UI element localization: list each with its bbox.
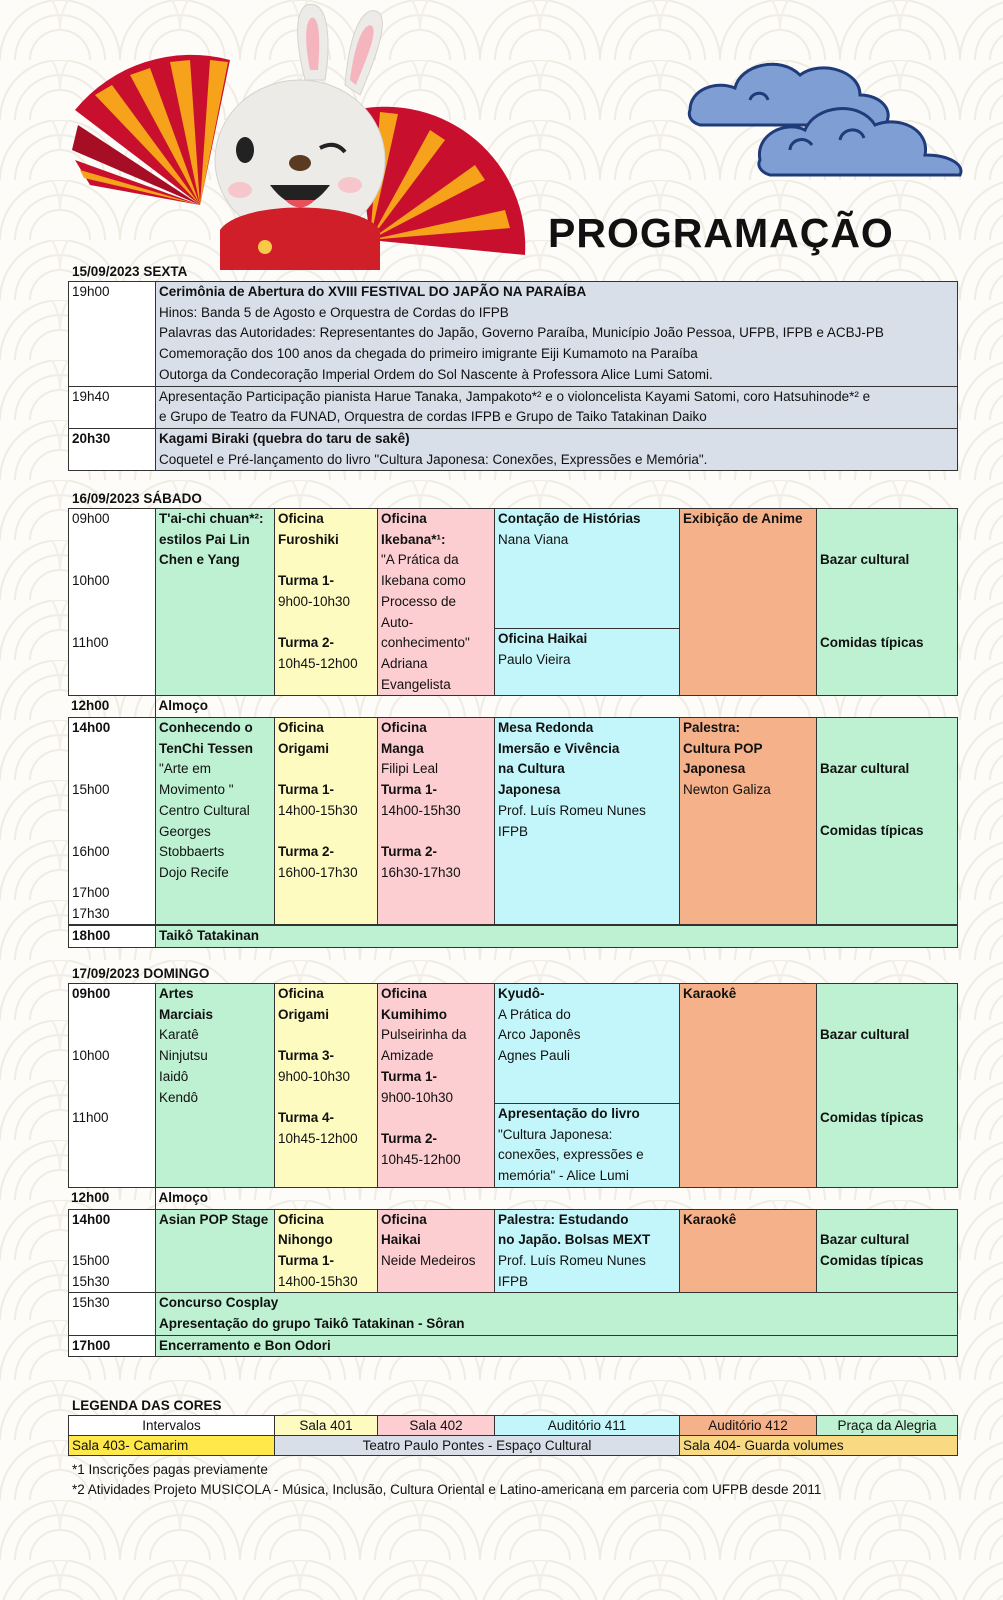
day2-afternoon-table <box>68 717 958 925</box>
legend-sala-402: Sala 402 <box>378 1416 495 1436</box>
artes-marciais-cell: Artes Marciais Karatê Ninjutsu Iaidô Kendô <box>156 984 275 1188</box>
palestra-pop-cell: Palestra: Cultura POP Japonesa Newton Galiza <box>680 718 817 925</box>
haikai-cell: Oficina Haikai Neide Medeiros <box>378 1209 495 1293</box>
table-row <box>69 1436 958 1456</box>
day2-morning-table <box>68 508 958 696</box>
time-cell: 09h00 10h00 11h00 <box>69 984 156 1188</box>
taiko-cell: Taikô Tatakinan <box>156 926 958 948</box>
legend-title: LEGENDA DAS CORES <box>72 1398 222 1413</box>
day2-heading: 16/09/2023 SÁBADO <box>72 491 202 506</box>
lunch-cell: Almoço <box>155 1188 958 1209</box>
kagami-biraki-cell: Kagami Biraki (quebra do taru de sakê) Coquetel e Pré-lançamento do livro "Cultura Japonesa: Conexões, Expressões e Memória". <box>156 428 958 470</box>
day3-lunch-table <box>68 1188 958 1209</box>
contacao-cell: Contação de Histórias Nana Viana <box>495 509 680 629</box>
table-row <box>69 282 958 387</box>
day2-section <box>68 490 958 948</box>
footnote-2: *2 Atividades Projeto MUSICOLA - Música, Inclusão, Cultura Oriental e Latino-americana em parceria com UFPB desde 2011 <box>72 1482 822 1497</box>
table-row <box>69 509 958 629</box>
day1-section <box>68 263 958 471</box>
bazar-cell: Bazar cultural Comidas típicas <box>817 509 958 696</box>
furoshiki-cell: Oficina Furoshiki Turma 1- 9h00-10h30 Turma 2- 10h45-12h00 <box>275 509 378 696</box>
opening-ceremony-cell: Cerimônia de Abertura do XVIII FESTIVAL DO JAPÃO NA PARAÍBA Hinos: Banda 5 de Agosto e Orquestra de Cordas do IFPB Palavras das Autoridades: Representantes do Japão, Governo Paraíba, Município João Pessoa, UFPB, IFPB e ACBJ-PB Comemoração dos 100 anos da chegada do primeiro imigrante Eiji Kumamoto na Paraíba Outorga da Condecoração Imperial Ordem do Sol Nascente à Professora Alice Lumi Satomi. <box>156 282 958 387</box>
livro-cell: Apresentação do livro "Cultura Japonesa: conexões, expressões e memória" - Alice Lumi <box>495 1104 680 1188</box>
table-row <box>69 1209 958 1293</box>
lunch-cell: Almoço <box>155 696 958 717</box>
anime-cell: Exibição de Anime <box>680 509 817 696</box>
haikai-cell: Oficina Haikai Paulo Vieira <box>495 629 680 696</box>
day1-heading: 15/09/2023 SEXTA <box>72 264 188 279</box>
legend-teatro: Teatro Paulo Pontes - Espaço Cultural <box>275 1436 680 1456</box>
origami-cell: Oficina Origami Turma 3- 9h00-10h30 Turma 4- 10h45-12h00 <box>275 984 378 1188</box>
table-row <box>69 428 958 470</box>
table-row <box>69 926 958 948</box>
legend-praca-alegria: Praça da Alegria <box>817 1416 958 1436</box>
day3-heading: 17/09/2023 DOMINGO <box>72 966 210 981</box>
left-fan-icon <box>72 55 230 205</box>
bon-odori-cell: Encerramento e Bon Odori <box>156 1335 958 1357</box>
table-row <box>68 1188 958 1209</box>
time-cell: 15h30 <box>69 1293 156 1335</box>
legend-auditorio-412: Auditório 412 <box>680 1416 817 1436</box>
asian-pop-cell: Asian POP Stage <box>156 1209 275 1293</box>
time-cell: 19h00 <box>69 282 156 387</box>
time-cell: 12h00 <box>71 1189 110 1205</box>
time-cell: 18h00 <box>69 926 156 948</box>
cosplay-cell: Concurso Cosplay Apresentação do grupo Taikô Tatakinan - Sôran <box>156 1293 958 1335</box>
color-legend <box>68 1415 958 1456</box>
table-row <box>69 1293 958 1335</box>
time-cell: 17h00 <box>69 1335 156 1357</box>
time-cell: 09h00 10h00 11h00 <box>69 509 156 696</box>
rabbit-mascot-icon <box>215 4 385 270</box>
time-cell: 19h40 <box>69 386 156 428</box>
origami-cell: Oficina Origami Turma 1- 14h00-15h30 Turma 2- 16h00-17h30 <box>275 718 378 925</box>
table-row <box>69 1335 958 1357</box>
table-row <box>69 386 958 428</box>
tenchi-cell: Conhecendo o TenChi Tessen "Arte em Movimento " Centro Cultural Georges Stobbaerts Dojo Recife <box>156 718 275 925</box>
table-row <box>69 1416 958 1436</box>
kyudo-cell: Kyudô- A Prática do Arco Japonês Agnes Pauli <box>495 984 680 1104</box>
time-cell: 20h30 <box>69 428 156 470</box>
time-cell: 14h00 15h00 16h00 17h00 17h30 <box>69 718 156 925</box>
page-title: PROGRAMAÇÃO <box>548 210 894 256</box>
manga-cell: Oficina Manga Filipi Leal Turma 1- 14h00-15h30 Turma 2- 16h30-17h30 <box>378 718 495 925</box>
day2-closing-table <box>68 925 958 948</box>
day3-afternoon-table <box>68 1209 958 1358</box>
legend-auditorio-411: Auditório 411 <box>495 1416 680 1436</box>
karaoke-cell: Karaokê <box>680 1209 817 1293</box>
footnotes <box>72 1460 821 1500</box>
karaoke-cell: Karaokê <box>680 984 817 1188</box>
ikebana-cell: Oficina Ikebana*¹: "A Prática da Ikebana como Processo de Auto- conhecimento" Adriana Evangelista <box>378 509 495 696</box>
taichi-cell: T'ai-chi chuan*²: estilos Pai Lin Chen e Yang <box>156 509 275 696</box>
legend-sala-404: Sala 404- Guarda volumes <box>680 1436 958 1456</box>
kumihimo-cell: Oficina Kumihimo Pulseirinha da Amizade Turma 1- 9h00-10h30 Turma 2- 10h45-12h00 <box>378 984 495 1188</box>
cloud-icon <box>689 64 961 175</box>
nihongo-cell: Oficina Nihongo Turma 1- 14h00-15h30 <box>275 1209 378 1293</box>
bazar-cell: Bazar cultural Comidas típicas <box>817 718 958 925</box>
mesa-redonda-cell: Mesa Redonda Imersão e Vivência na Cultura Japonesa Prof. Luís Romeu Nunes IFPB <box>495 718 680 925</box>
legend-sala-403: Sala 403- Camarim <box>69 1436 275 1456</box>
day1-table <box>68 281 958 471</box>
table-row <box>69 718 958 925</box>
presentation-cell: Apresentação Participação pianista Harue Tanaka, Jampakoto*² e o violoncelista Kayami Satomi, coro Hatsuhinode*² e e Grupo de Teatro da FUNAD, Orquestra de cordas IFPB e Grupo de Taiko Tatakinan Daiko <box>156 386 958 428</box>
day3-morning-table <box>68 983 958 1188</box>
table-row <box>68 696 958 717</box>
day2-lunch-table <box>68 696 958 717</box>
footnote-1: *1 Inscrições pagas previamente <box>72 1462 268 1477</box>
time-cell: 12h00 <box>71 698 110 714</box>
palestra-mext-cell: Palestra: Estudando no Japão. Bolsas MEXT Prof. Luís Romeu Nunes IFPB <box>495 1209 680 1293</box>
time-cell: 14h00 15h00 15h30 <box>69 1209 156 1293</box>
bazar-cell: Bazar cultural Comidas típicas <box>817 1209 958 1293</box>
day3-section <box>68 965 958 1357</box>
legend-intervalos: Intervalos <box>69 1416 275 1436</box>
table-row <box>69 984 958 1104</box>
legend-sala-401: Sala 401 <box>275 1416 378 1436</box>
bazar-cell: Bazar cultural Comidas típicas <box>817 984 958 1188</box>
